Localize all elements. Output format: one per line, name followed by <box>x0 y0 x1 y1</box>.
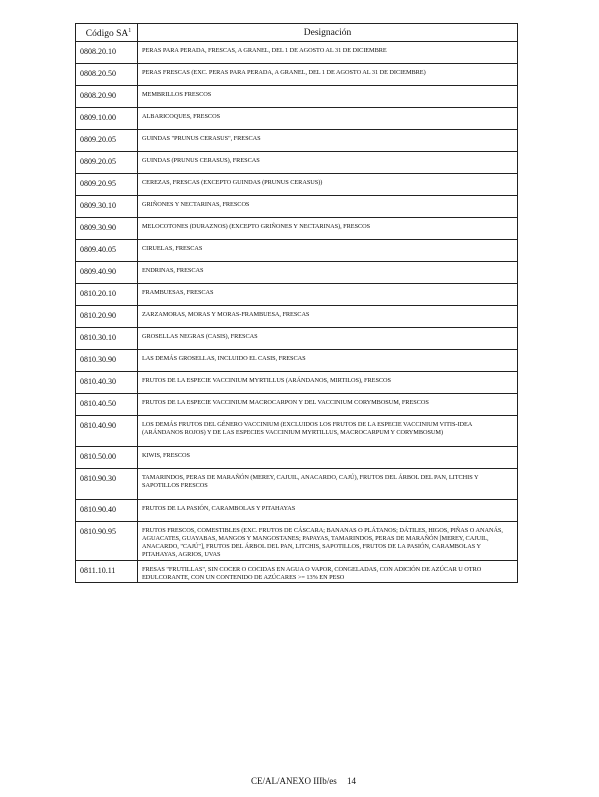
table-row <box>76 394 518 416</box>
table-row <box>76 561 518 583</box>
designation-cell: FRUTOS DE LA PASIÓN, CARAMBOLAS Y PITAHAYAS <box>138 500 518 522</box>
designation-cell: FRUTOS FRESCOS, COMESTIBLES (EXC. FRUTOS DE CÁSCARA; BANANAS O PLÁTANOS; DÁTILES, HIGOS, PIÑAS O ANANÁS, AGUACATES, GUAYABAS, MANGOS Y MANGOSTANES; PAPAYAS, TAMARINDOS, PERAS DE MARAÑÓN [MEREY, CAJUIL, ANACARDO, "CAJÚ"], FRUTOS DEL ÁRBOL DEL PAN, LITCHIS, SAPOTILLOS, FRUTOS DE LA PASIÓN, CARAMBOLAS Y PITAHAYAS, AGRIOS, UVAS <box>138 522 518 561</box>
designation-cell: LAS DEMÁS GROSELLAS, INCLUIDO EL CASIS, FRESCAS <box>138 350 518 372</box>
designation-cell: ALBARICOQUES, FRESCOS <box>138 108 518 130</box>
hs-code-cell: 0810.90.95 <box>76 522 138 561</box>
table-row <box>76 447 518 469</box>
hs-code-cell: 0808.20.90 <box>76 86 138 108</box>
page-footer <box>0 776 599 786</box>
table-row <box>76 372 518 394</box>
table-row <box>76 108 518 130</box>
designation-cell: GRIÑONES Y NECTARINAS, FRESCOS <box>138 196 518 218</box>
table-row <box>76 328 518 350</box>
table-row <box>76 130 518 152</box>
hs-code-cell: 0810.90.40 <box>76 500 138 522</box>
table-row <box>76 240 518 262</box>
hs-code-cell: 0810.20.90 <box>76 306 138 328</box>
hs-code-cell: 0809.10.00 <box>76 108 138 130</box>
hs-code-cell: 0809.20.05 <box>76 130 138 152</box>
hs-code-cell: 0810.30.90 <box>76 350 138 372</box>
table-row <box>76 522 518 561</box>
hs-code-cell: 0808.20.50 <box>76 64 138 86</box>
tariff-table <box>75 23 518 583</box>
table-row <box>76 469 518 500</box>
hs-code-cell: 0810.40.30 <box>76 372 138 394</box>
designation-cell: GROSELLAS NEGRAS (CASIS), FRESCAS <box>138 328 518 350</box>
table-header-row <box>76 24 518 42</box>
designation-cell: ENDRINAS, FRESCAS <box>138 262 518 284</box>
table-row <box>76 86 518 108</box>
header-code-footnote: 1 <box>128 28 132 34</box>
footer-document-ref: CE/AL/ANEXO IIIb/es <box>251 776 337 786</box>
designation-cell: FRUTOS DE LA ESPECIE VACCINIUM MYRTILLUS (ARÁNDANOS, MIRTILOS), FRESCOS <box>138 372 518 394</box>
hs-code-cell: 0811.10.11 <box>76 561 138 583</box>
designation-cell: MEMBRILLOS FRESCOS <box>138 86 518 108</box>
table-body <box>76 42 518 583</box>
designation-cell: GUINDAS "PRUNUS CERASUS", FRESCAS <box>138 130 518 152</box>
hs-code-cell: 0810.40.50 <box>76 394 138 416</box>
table-row <box>76 416 518 447</box>
hs-code-cell: 0810.90.30 <box>76 469 138 500</box>
designation-cell: GUINDAS (PRUNUS CERASUS), FRESCAS <box>138 152 518 174</box>
designation-cell: LOS DEMÁS FRUTOS DEL GÉNERO VACCINIUM (EXCLUIDOS LOS FRUTOS DE LA ESPECIE VACCINIUM VITIS-IDEA (ARÁNDANOS ROJOS) Y DE LAS ESPECIES VACCINIUM MYRTILLUS, MACROCARPUM Y CORYMBOSUM) <box>138 416 518 447</box>
designation-cell: MELOCOTONES (DURAZNOS) (EXCEPTO GRIÑONES Y NECTARINAS), FRESCOS <box>138 218 518 240</box>
designation-cell: TAMARINDOS, PERAS DE MARAÑÓN (MEREY, CAJUIL, ANACARDO, CAJÚ), FRUTOS DEL ÁRBOL DEL PAN, LITCHIS Y SAPOTILLOS FRESCOS <box>138 469 518 500</box>
table-row <box>76 196 518 218</box>
hs-code-cell: 0809.20.95 <box>76 174 138 196</box>
designation-cell: CEREZAS, FRESCAS (EXCEPTO GUINDAS (PRUNUS CERASUS)) <box>138 174 518 196</box>
designation-cell: KIWIS, FRESCOS <box>138 447 518 469</box>
designation-cell: FRUTOS DE LA ESPECIE VACCINIUM MACROCARPON Y DEL VACCINIUM CORYMBOSUM, FRESCOS <box>138 394 518 416</box>
table-row <box>76 42 518 64</box>
table-row <box>76 64 518 86</box>
table-row <box>76 284 518 306</box>
header-code-label: Código SA <box>85 29 129 39</box>
hs-code-cell: 0809.30.90 <box>76 218 138 240</box>
hs-code-cell: 0809.30.10 <box>76 196 138 218</box>
table-row <box>76 262 518 284</box>
designation-cell: PERAS FRESCAS (EXC. PERAS PARA PERADA, A GRANEL, DEL 1 DE AGOSTO AL 31 DE DICIEMBRE) <box>138 64 518 86</box>
designation-cell: CIRUELAS, FRESCAS <box>138 240 518 262</box>
footer-page-number: 14 <box>346 776 356 786</box>
designation-cell: FRESAS "FRUTILLAS", SIN COCER O COCIDAS EN AGUA O VAPOR, CONGELADAS, CON ADICIÓN DE AZÚCAR U OTRO EDULCORANTE, CON UN CONTENIDO DE AZÚCARES >= 13% EN PESO <box>138 561 518 583</box>
hs-code-cell: 0810.50.00 <box>76 447 138 469</box>
table-row <box>76 306 518 328</box>
designation-cell: ZARZAMORAS, MORAS Y MORAS-FRAMBUESA, FRESCAS <box>138 306 518 328</box>
hs-code-cell: 0810.20.10 <box>76 284 138 306</box>
table-row <box>76 152 518 174</box>
table-row <box>76 218 518 240</box>
hs-code-cell: 0808.20.10 <box>76 42 138 64</box>
table-row <box>76 350 518 372</box>
table-row <box>76 174 518 196</box>
header-designation: Designación <box>138 24 518 42</box>
hs-code-cell: 0809.20.05 <box>76 152 138 174</box>
hs-code-cell: 0810.40.90 <box>76 416 138 447</box>
hs-code-cell: 0810.30.10 <box>76 328 138 350</box>
designation-cell: PERAS PARA PERADA, FRESCAS, A GRANEL, DEL 1 DE AGOSTO AL 31 DE DICIEMBRE <box>138 42 518 64</box>
header-code <box>76 24 138 42</box>
hs-code-cell: 0809.40.05 <box>76 240 138 262</box>
designation-cell: FRAMBUESAS, FRESCAS <box>138 284 518 306</box>
table-row <box>76 500 518 522</box>
hs-code-cell: 0809.40.90 <box>76 262 138 284</box>
